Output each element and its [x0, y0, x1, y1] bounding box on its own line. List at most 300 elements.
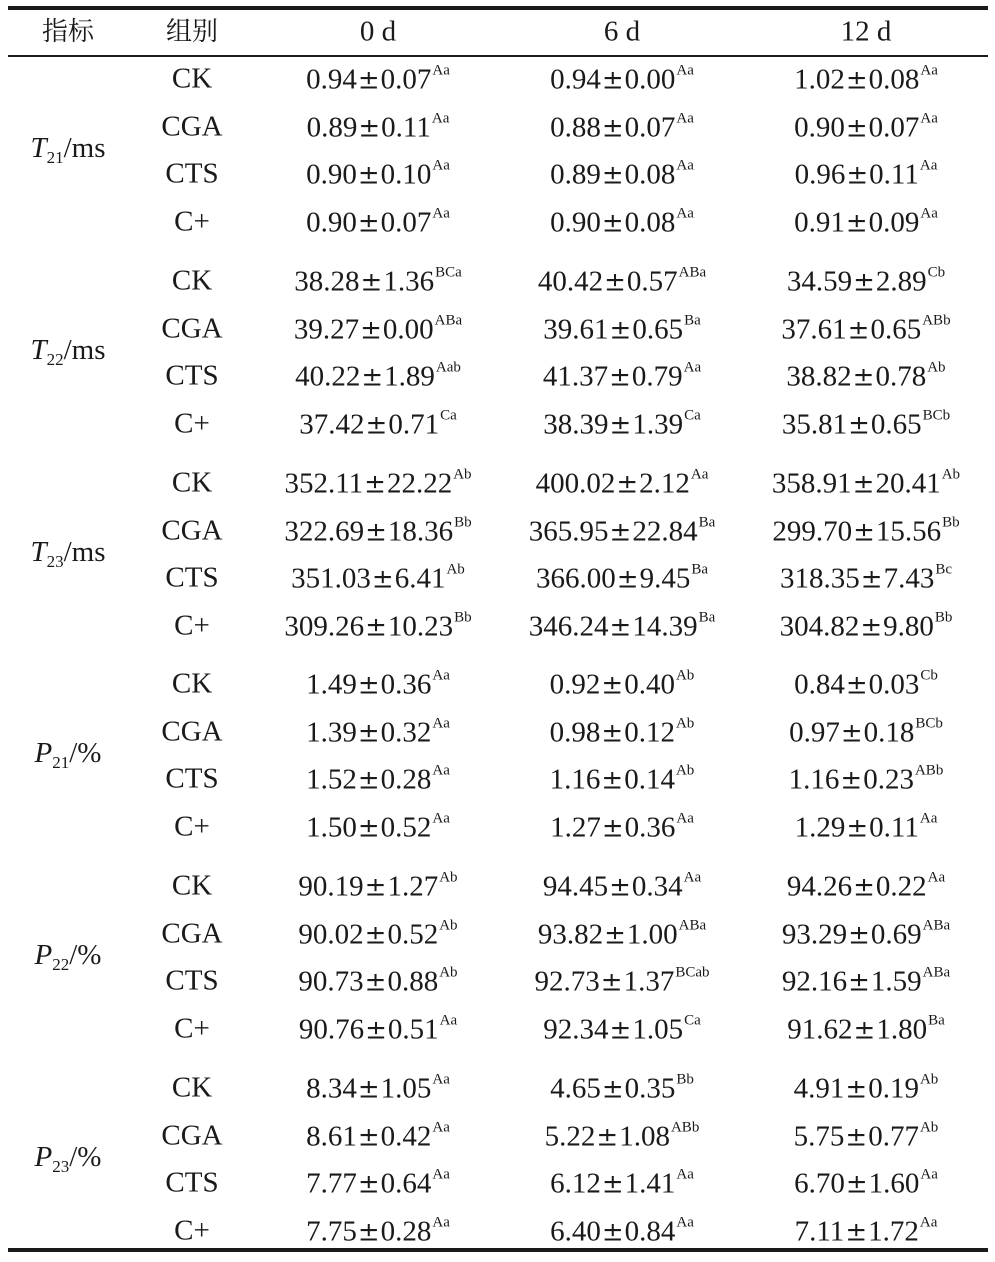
plus-minus-sign: ± — [609, 517, 632, 547]
value-cell — [535, 966, 710, 997]
significance-letters: Ba — [698, 514, 716, 530]
significance-letters: Aa — [432, 205, 450, 221]
plus-minus-sign: ± — [853, 1015, 876, 1045]
value-cell — [550, 1168, 694, 1199]
value-cell — [306, 1120, 450, 1151]
plus-minus-sign: ± — [364, 967, 387, 998]
mean-value: 92.34 — [543, 1013, 609, 1045]
plus-minus-sign: ± — [360, 267, 383, 298]
mean-value: 90.02 — [298, 918, 364, 950]
value-cell — [294, 266, 461, 297]
value-cell — [772, 468, 960, 499]
sd-value: 22.84 — [632, 515, 698, 547]
indicator-label — [30, 538, 105, 570]
value-cell — [789, 764, 944, 795]
plus-minus-sign: ± — [609, 362, 631, 393]
plus-minus-sign: ± — [365, 1015, 387, 1045]
plus-minus-sign: ± — [845, 1217, 868, 1247]
value-cell — [545, 1120, 700, 1151]
sd-value: 20.41 — [875, 467, 941, 500]
value-cell — [795, 1215, 938, 1246]
sd-value: 0.34 — [631, 870, 683, 903]
mean-value: 299.70 — [772, 515, 853, 547]
plus-minus-sign: ± — [357, 1217, 380, 1247]
mean-value: 358.91 — [771, 467, 852, 500]
sd-value: 0.36 — [380, 668, 432, 701]
indicator-unit: /% — [69, 1141, 102, 1174]
group-cell: CTS — [165, 157, 219, 190]
table-bottom-rule — [8, 1248, 988, 1252]
mean-value: 34.59 — [786, 265, 853, 298]
group-cell: C+ — [174, 1012, 210, 1044]
mean-value: 41.37 — [542, 360, 609, 393]
significance-letters: Aa — [920, 62, 938, 79]
value-cell — [295, 361, 461, 392]
sd-value: 0.07 — [868, 111, 920, 143]
plus-minus-sign: ± — [357, 65, 380, 96]
sd-value: 0.57 — [626, 265, 678, 298]
mean-value: 1.27 — [550, 811, 601, 843]
plus-minus-sign: ± — [364, 920, 387, 950]
table-header-rule — [8, 55, 988, 57]
sd-value: 0.35 — [624, 1072, 676, 1105]
plus-minus-sign: ± — [365, 517, 387, 547]
sd-value: 1.41 — [624, 1167, 676, 1200]
plus-minus-sign: ± — [357, 160, 380, 191]
significance-letters: Aa — [683, 869, 702, 886]
indicator-symbol: T — [30, 132, 47, 165]
significance-letters: Aa — [927, 869, 946, 886]
group-cell: CTS — [165, 359, 219, 392]
value-cell — [789, 716, 943, 747]
sd-value: 0.28 — [380, 1215, 432, 1247]
mean-value: 7.77 — [306, 1167, 357, 1200]
mean-value: 8.34 — [306, 1072, 357, 1105]
significance-letters: BCb — [922, 407, 951, 423]
mean-value: 0.90 — [794, 111, 845, 143]
group-cell: C+ — [174, 609, 210, 641]
significance-letters: Ba — [698, 609, 716, 625]
sd-value: 1.37 — [623, 965, 675, 998]
sd-value: 0.22 — [875, 870, 927, 903]
value-cell — [298, 966, 457, 997]
value-cell — [299, 1013, 457, 1044]
indicator-symbol: T — [30, 334, 47, 367]
mean-value: 93.82 — [537, 918, 604, 950]
group-cell: C+ — [174, 1214, 210, 1246]
group-cell: CK — [171, 667, 213, 700]
mean-value: 0.89 — [306, 111, 358, 143]
plus-minus-sign: ± — [845, 65, 868, 96]
mean-value: 0.84 — [794, 668, 845, 701]
sd-value: 0.08 — [624, 158, 676, 191]
significance-letters: Ba — [928, 1012, 945, 1028]
sd-value: 0.07 — [380, 63, 432, 96]
sd-value: 0.08 — [868, 63, 920, 96]
significance-letters: Aa — [432, 157, 450, 174]
plus-minus-sign: ± — [616, 469, 639, 500]
sd-value: 0.71 — [388, 408, 440, 440]
plus-minus-sign: ± — [848, 920, 870, 950]
plus-minus-sign: ± — [357, 718, 380, 748]
value-cell — [298, 918, 457, 949]
sd-value: 15.56 — [875, 515, 942, 547]
value-cell — [781, 313, 950, 344]
mean-value: 0.91 — [794, 206, 845, 238]
indicator-subscript: 21 — [52, 753, 70, 773]
group-cell: CTS — [165, 964, 219, 997]
sd-value: 0.10 — [380, 158, 432, 191]
mean-value: 92.73 — [534, 965, 600, 998]
sd-value: 1.72 — [868, 1215, 919, 1247]
sd-value: 0.36 — [624, 811, 676, 843]
mean-value: 37.42 — [299, 408, 365, 440]
significance-letters: Aa — [676, 157, 694, 174]
mean-value: 346.24 — [528, 610, 609, 642]
sd-value: 0.32 — [380, 716, 432, 748]
value-cell — [780, 610, 953, 641]
significance-letters: Aa — [690, 466, 709, 483]
sd-value: 1.36 — [383, 265, 435, 298]
value-cell — [782, 966, 950, 997]
mean-value: 4.65 — [550, 1072, 601, 1105]
significance-letters: Aa — [676, 205, 694, 221]
mean-value: 1.29 — [794, 811, 846, 843]
indicator-subscript: 22 — [52, 955, 70, 975]
plus-minus-sign: ± — [840, 765, 863, 796]
mean-value: 365.95 — [528, 515, 609, 547]
sd-value: 0.51 — [387, 1013, 439, 1045]
significance-letters: Ab — [439, 964, 458, 981]
mean-value: 1.49 — [306, 668, 357, 701]
table-top-rule — [8, 6, 988, 10]
plus-minus-sign: ± — [357, 765, 380, 796]
plus-minus-sign: ± — [364, 872, 387, 903]
plus-minus-sign: ± — [604, 267, 626, 298]
significance-letters: Aa — [919, 810, 938, 826]
value-cell — [794, 1168, 938, 1199]
mean-value: 0.92 — [549, 668, 601, 701]
mean-value: 39.27 — [293, 313, 360, 345]
mean-value: 1.52 — [306, 763, 357, 796]
significance-letters: Ba — [684, 312, 701, 328]
significance-letters: Bb — [454, 609, 472, 625]
value-cell — [550, 669, 695, 700]
plus-minus-sign: ± — [601, 1217, 624, 1247]
value-cell — [550, 1215, 694, 1246]
sd-value: 0.42 — [380, 1120, 432, 1152]
significance-letters: ABa — [678, 264, 707, 281]
sd-value: 18.36 — [387, 515, 454, 547]
mean-value: 0.94 — [550, 63, 601, 96]
mean-value: 1.50 — [306, 811, 357, 843]
mean-value: 1.39 — [306, 716, 357, 748]
mean-value: 7.75 — [306, 1215, 357, 1247]
group-cell: CK — [171, 62, 213, 95]
mean-value: 6.12 — [550, 1167, 601, 1200]
significance-letters: Aa — [432, 1071, 450, 1088]
value-cell — [782, 408, 950, 439]
sd-value: 0.12 — [624, 716, 675, 748]
value-cell — [307, 111, 450, 142]
significance-letters: ABa — [678, 917, 707, 933]
indicator-unit: /% — [69, 737, 102, 770]
plus-minus-sign: ± — [357, 1122, 380, 1152]
plus-minus-sign: ± — [845, 670, 868, 701]
mean-value: 35.81 — [781, 408, 848, 440]
sd-value: 22.22 — [386, 467, 453, 500]
value-cell — [306, 159, 450, 190]
mean-value: 351.03 — [291, 562, 371, 595]
group-cell: CGA — [161, 110, 223, 142]
plus-minus-sign: ± — [601, 670, 624, 701]
value-cell — [550, 64, 694, 95]
plus-minus-sign: ± — [847, 315, 870, 345]
sd-value: 0.00 — [624, 63, 676, 96]
mean-value: 0.90 — [550, 206, 601, 238]
significance-letters: Cb — [927, 264, 946, 281]
group-cell: CK — [171, 264, 213, 297]
value-cell — [550, 206, 694, 237]
plus-minus-sign: ± — [357, 208, 380, 238]
sd-value: 1.80 — [876, 1013, 928, 1045]
mean-value: 5.75 — [793, 1120, 845, 1152]
value-cell — [543, 871, 701, 902]
group-cell: CGA — [161, 514, 223, 546]
significance-letters: Bb — [942, 514, 960, 530]
significance-letters: Ba — [691, 561, 708, 578]
indicator-subscript: 22 — [46, 350, 64, 370]
significance-letters: BCab — [675, 964, 710, 981]
sd-value: 0.28 — [380, 763, 432, 796]
plus-minus-sign: ± — [609, 872, 631, 903]
mean-value: 309.26 — [284, 610, 365, 642]
significance-letters: Aa — [676, 110, 694, 126]
mean-value: 38.82 — [786, 360, 852, 393]
indicator-symbol: P — [34, 939, 53, 972]
indicator-label — [35, 739, 102, 771]
sd-value: 1.39 — [632, 408, 684, 440]
value-cell — [299, 408, 456, 439]
plus-minus-sign: ± — [601, 718, 624, 748]
mean-value: 0.98 — [549, 716, 601, 748]
indicator-unit: /ms — [63, 132, 106, 165]
significance-letters: ABb — [670, 1119, 700, 1135]
mean-value: 6.70 — [794, 1167, 845, 1200]
day0-header: 0 d — [359, 15, 397, 48]
sd-value: 1.59 — [870, 965, 922, 998]
sd-value: 0.65 — [870, 313, 922, 345]
value-cell — [294, 313, 462, 344]
plus-minus-sign: ± — [604, 920, 626, 950]
significance-letters: Aab — [435, 359, 461, 376]
significance-letters: Cb — [920, 667, 938, 684]
indicator-label — [30, 336, 105, 368]
plus-minus-sign: ± — [357, 670, 380, 701]
value-cell — [550, 159, 694, 190]
plus-minus-sign: ± — [848, 410, 870, 440]
sd-value: 0.65 — [870, 408, 922, 440]
mean-value: 5.22 — [544, 1120, 596, 1152]
sd-value: 0.08 — [624, 206, 676, 238]
mean-value: 37.61 — [781, 313, 847, 345]
value-cell — [536, 468, 709, 499]
indicator-label — [35, 941, 102, 973]
sd-value: 0.11 — [869, 811, 919, 843]
plus-minus-sign: ± — [860, 612, 883, 642]
sd-value: 1.05 — [380, 1072, 432, 1105]
value-cell — [794, 669, 938, 700]
group-cell: CGA — [161, 1119, 223, 1151]
value-cell — [536, 563, 708, 594]
sd-value: 0.11 — [869, 158, 919, 191]
value-cell — [291, 563, 465, 594]
mean-value: 1.02 — [794, 63, 845, 96]
indicator-symbol: T — [30, 536, 47, 569]
sd-value: 1.27 — [387, 870, 439, 903]
plus-minus-sign: ± — [845, 1122, 868, 1152]
significance-letters: Aa — [676, 1214, 694, 1230]
mean-value: 93.29 — [781, 918, 848, 950]
value-cell — [782, 918, 950, 949]
plus-minus-sign: ± — [845, 113, 868, 143]
mean-value: 7.11 — [794, 1215, 845, 1247]
group-cell: CTS — [165, 1166, 219, 1199]
plus-minus-sign: ± — [365, 410, 388, 440]
value-cell — [543, 361, 701, 392]
sd-value: 2.12 — [639, 467, 690, 500]
value-cell — [306, 1215, 450, 1246]
mean-value: 38.28 — [294, 265, 360, 298]
plus-minus-sign: ± — [357, 813, 380, 843]
value-cell — [794, 206, 938, 237]
day6-header: 6 d — [603, 15, 641, 48]
indicator-symbol: P — [34, 737, 53, 770]
significance-letters: Aa — [432, 667, 450, 684]
value-cell — [529, 610, 715, 641]
plus-minus-sign: ± — [601, 1169, 624, 1200]
value-cell — [550, 1073, 694, 1104]
significance-letters: Bb — [676, 1071, 694, 1088]
plus-minus-sign: ± — [609, 612, 632, 642]
significance-letters: Ab — [675, 667, 695, 684]
significance-letters: Ab — [439, 869, 458, 886]
mean-value: 1.16 — [788, 763, 840, 796]
plus-minus-sign: ± — [616, 564, 639, 595]
sd-value: 0.79 — [631, 360, 683, 393]
significance-letters: Aa — [432, 715, 450, 731]
mean-value: 304.82 — [779, 610, 860, 642]
sd-value: 7.43 — [883, 562, 935, 595]
plus-minus-sign: ± — [357, 1074, 380, 1105]
value-cell — [780, 563, 952, 594]
indicator-unit: /ms — [63, 334, 106, 367]
significance-letters: Bc — [935, 561, 952, 578]
plus-minus-sign: ± — [845, 1169, 868, 1200]
sd-value: 10.23 — [387, 610, 454, 642]
significance-letters: Ab — [675, 762, 695, 779]
significance-letters: Aa — [683, 359, 702, 376]
sd-value: 1.05 — [632, 1013, 684, 1045]
mean-value: 400.02 — [535, 467, 616, 500]
value-cell — [543, 313, 700, 344]
group-cell: CK — [171, 466, 213, 499]
sd-value: 1.00 — [626, 918, 678, 950]
mean-value: 352.11 — [284, 467, 364, 500]
group-cell: C+ — [174, 810, 210, 842]
significance-letters: ABa — [922, 917, 951, 933]
plus-minus-sign: ± — [360, 315, 382, 345]
value-cell — [786, 361, 945, 392]
sd-value: 0.09 — [868, 206, 920, 238]
mean-value: 91.62 — [787, 1013, 853, 1045]
significance-letters: Aa — [676, 810, 694, 826]
group-cell: CGA — [161, 715, 223, 747]
plus-minus-sign: ± — [846, 813, 869, 843]
plus-minus-sign: ± — [852, 362, 875, 393]
mean-value: 92.16 — [781, 965, 848, 998]
plus-minus-sign: ± — [846, 160, 869, 191]
group-cell: CGA — [161, 917, 223, 949]
indicator-label — [30, 134, 105, 166]
plus-minus-sign: ± — [371, 564, 394, 595]
significance-letters: Ab — [675, 715, 695, 731]
sd-value: 0.64 — [380, 1167, 432, 1200]
value-cell — [795, 159, 938, 190]
significance-letters: Ca — [684, 407, 701, 423]
sd-value: 0.84 — [624, 1215, 676, 1247]
plus-minus-sign: ± — [601, 160, 624, 191]
sd-value: 0.07 — [624, 111, 676, 143]
indicator-label — [35, 1143, 102, 1175]
value-cell — [306, 811, 450, 842]
significance-letters: Aa — [432, 62, 450, 79]
sd-value: 0.77 — [868, 1120, 919, 1152]
value-cell — [795, 811, 938, 842]
plus-minus-sign: ± — [361, 362, 384, 393]
value-cell — [794, 1120, 939, 1151]
significance-letters: Aa — [919, 1214, 938, 1230]
value-cell — [284, 468, 471, 499]
plus-minus-sign: ± — [609, 1015, 632, 1045]
sd-value: 0.40 — [624, 668, 675, 701]
plus-minus-sign: ± — [364, 469, 386, 500]
sd-value: 0.00 — [382, 313, 434, 345]
indicator-header: 指标 — [41, 17, 95, 47]
plus-minus-sign: ± — [853, 267, 875, 298]
mean-value: 0.97 — [789, 716, 840, 748]
plus-minus-sign: ± — [601, 65, 624, 96]
value-cell — [306, 64, 450, 95]
group-cell: CGA — [161, 312, 223, 344]
sd-value: 0.23 — [863, 763, 914, 796]
plus-minus-sign: ± — [357, 1169, 380, 1200]
significance-letters: Aa — [920, 1166, 938, 1183]
plus-minus-sign: ± — [853, 872, 875, 903]
group-cell: C+ — [174, 407, 210, 439]
sd-value: 9.80 — [883, 610, 934, 642]
value-cell — [794, 111, 938, 142]
plus-minus-sign: ± — [609, 315, 632, 345]
value-cell — [794, 1073, 939, 1104]
mean-value: 4.91 — [793, 1072, 845, 1105]
significance-letters: Ca — [684, 1012, 701, 1028]
indicator-unit: /% — [69, 939, 102, 972]
plus-minus-sign: ± — [600, 967, 623, 998]
mean-value: 0.90 — [306, 158, 357, 191]
value-cell — [538, 918, 706, 949]
mean-value: 94.45 — [542, 870, 609, 903]
